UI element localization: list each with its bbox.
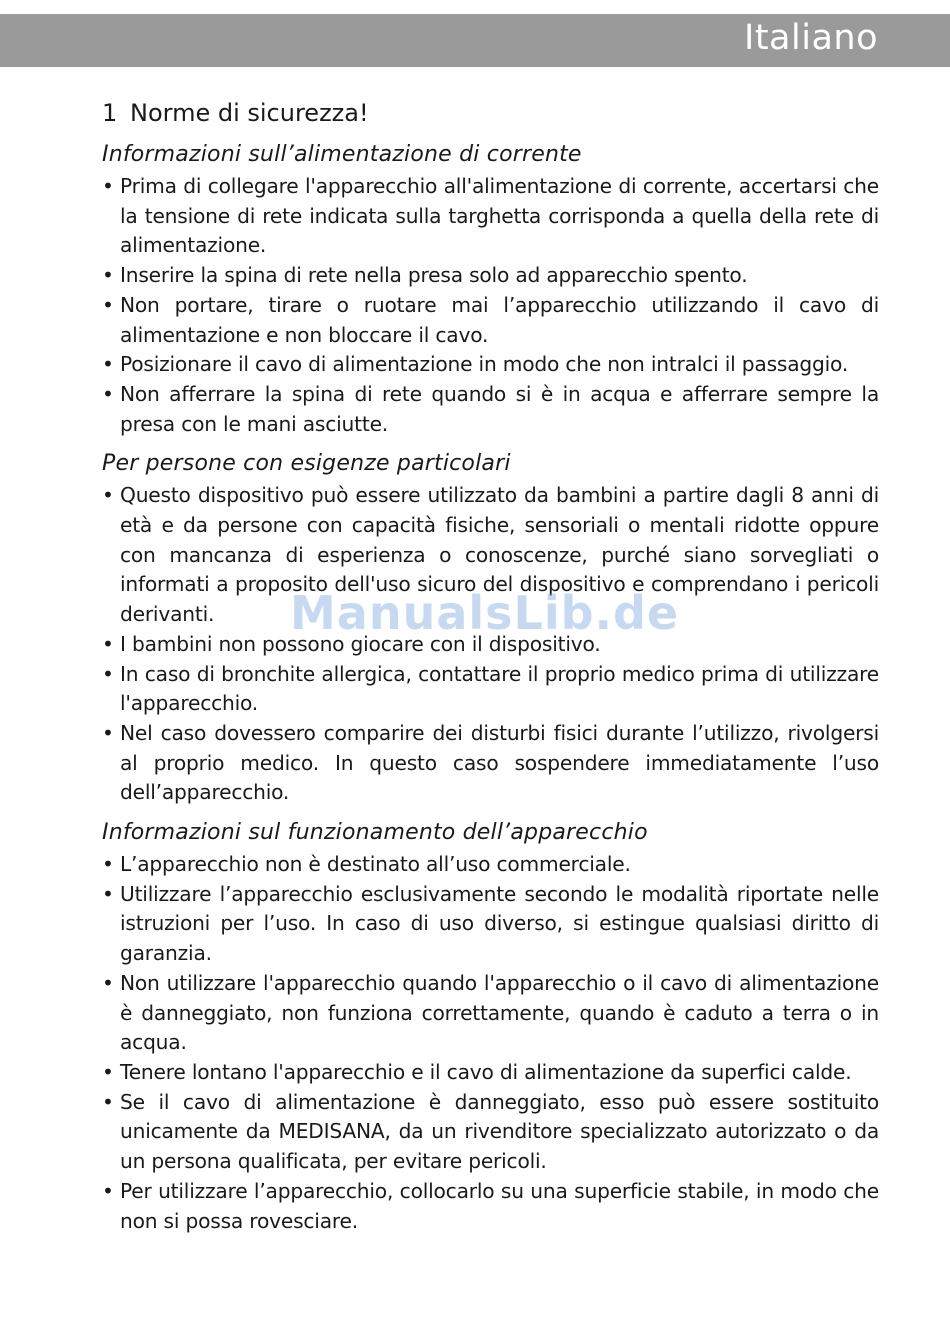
list-item: • L’apparecchio non è destinato all’uso commerciale. (102, 850, 879, 880)
subsection-heading: Informazioni sul funzionamento dell’apparecchio (102, 820, 648, 846)
list-item: • Non afferrare la spina di rete quando si è in acqua e afferrare sempre la presa con le mani asciutte. (102, 380, 879, 439)
subsection-heading: Informazioni sull’alimentazione di corrente (102, 142, 582, 167)
bullet-list (102, 481, 879, 808)
list-item: • Questo dispositivo può essere utilizzato da bambini a partire dagli 8 anni di età e da persone con capacità fisiche, sensoriali o mentali ridotte oppure con mancanza di esperienza o conoscenze, purché siano sorvegliati o informati a proposito dell'uso sicuro del dispositivo e comprendano i pericoli derivanti. (102, 481, 879, 630)
list-item: • Non portare, tirare o ruotare mai l’apparecchio utilizzando il cavo di alimentazione e non bloccare il cavo. (102, 291, 879, 350)
subsection-special-needs (102, 449, 879, 808)
list-item: • Utilizzare l’apparecchio esclusivamente secondo le modalità riportate nelle istruzioni per l’uso. In caso di uso diverso, si estingue qualsiasi diritto di garanzia. (102, 880, 879, 969)
list-item: • Se il cavo di alimentazione è danneggiato, esso può essere sostituito unicamente da MEDISANA, da un rivenditore specializzato autorizzato o da un persona qualificata, per evitare pericoli. (102, 1088, 879, 1177)
bullet-list (102, 172, 879, 439)
list-item: • Tenere lontano l'apparecchio e il cavo di alimentazione da superfici calde. (102, 1058, 879, 1088)
watermark: ManualsLib.de (290, 586, 680, 640)
subsection-power-supply (102, 140, 879, 439)
language-header-bar (0, 14, 950, 67)
list-item: • I bambini non possono giocare con il dispositivo. (102, 630, 879, 660)
page-content (102, 96, 879, 1246)
language-label: Italiano (744, 18, 878, 58)
bullet-list (102, 850, 879, 1236)
list-item: • Prima di collegare l'apparecchio all'alimentazione di corrente, accertarsi che la tensione di rete indicata sulla targhetta corrisponda a quella della rete di alimentazione. (102, 172, 879, 261)
list-item: • In caso di bronchite allergica, contattare il proprio medico prima di utilizzare l'apparecchio. (102, 660, 879, 719)
section-number: 1 (102, 99, 118, 127)
list-item: • Non utilizzare l'apparecchio quando l'apparecchio o il cavo di alimentazione è danneggiato, non funziona correttamente, quando è caduto a terra o in acqua. (102, 969, 879, 1058)
list-item: • Nel caso dovessero comparire dei disturbi fisici durante l’utilizzo, rivolgersi al proprio medico. In questo caso sospendere immediatamente l’uso dell’apparecchio. (102, 719, 879, 808)
list-item: • Inserire la spina di rete nella presa solo ad apparecchio spento. (102, 261, 879, 291)
list-item: • Per utilizzare l’apparecchio, collocarlo su una superficie stabile, in modo che non si possa rovesciare. (102, 1177, 879, 1236)
subsection-heading: Per persone con esigenze particolari (102, 451, 511, 477)
section-title-text: Norme di sicurezza! (130, 99, 369, 127)
section-title (102, 96, 879, 130)
list-item: • Posizionare il cavo di alimentazione in modo che non intralci il passaggio. (102, 350, 879, 380)
subsection-operation (102, 818, 879, 1236)
